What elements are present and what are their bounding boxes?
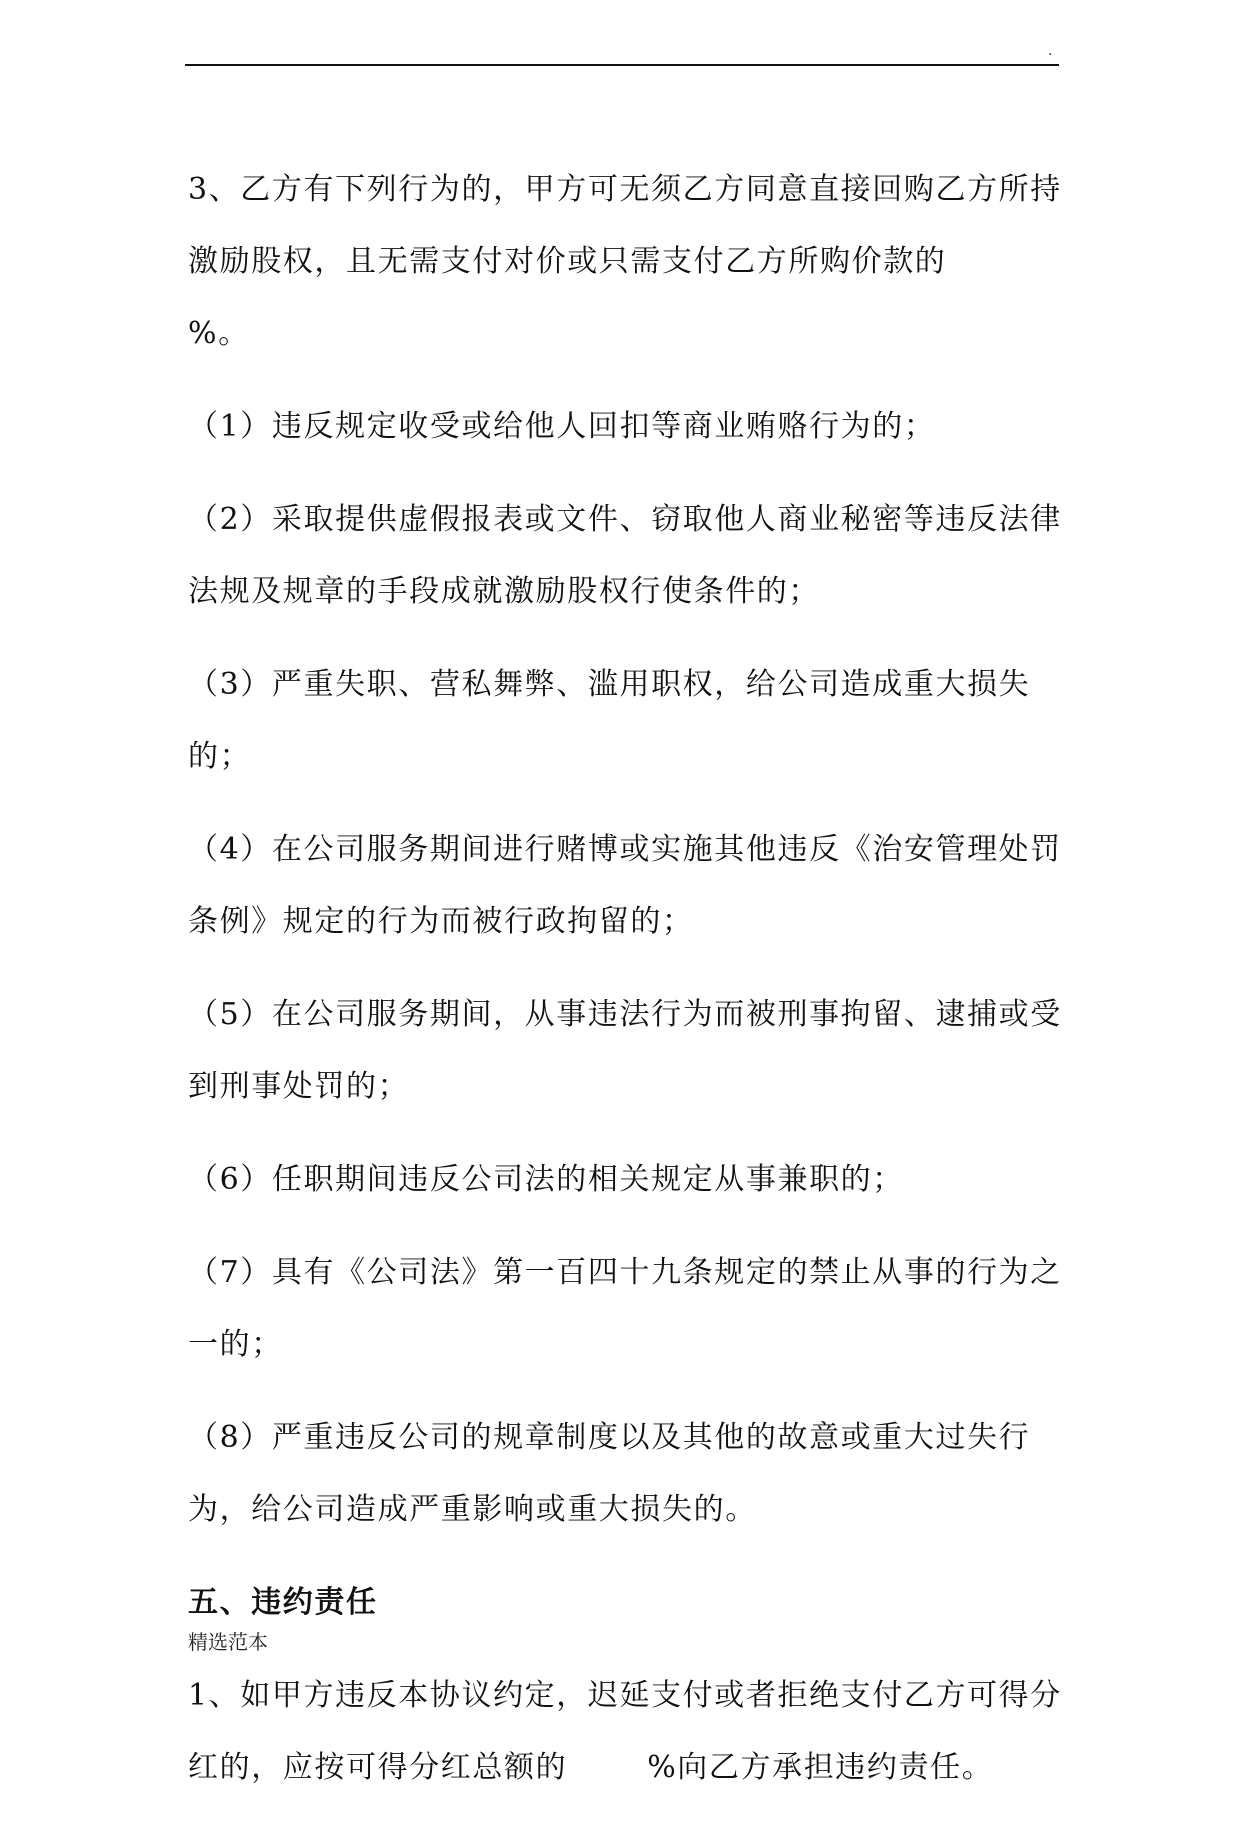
- paragraph-repurchase-percent: %。: [188, 316, 250, 351]
- list-item: （8）严重违反公司的规章制度以及其他的故意或重大过失行为，给公司造成严重影响或重大损失的。: [188, 1420, 1031, 1527]
- document-body: [188, 154, 1078, 1825]
- list-item: （2）采取提供虚假报表或文件、窃取他人商业秘密等违反法律法规及规章的手段成就激励股权行使条件的；: [188, 502, 1062, 609]
- section-heading: 五、违约责任: [188, 1585, 378, 1620]
- list-item: （6）任职期间违反公司法的相关规定从事兼职的；: [188, 1162, 904, 1197]
- paragraph-repurchase-text: 3、乙方有下列行为的，甲方可无须乙方同意直接回购乙方所持激励股权，且无需支付对价或只需支付乙方所购价款的: [188, 172, 1062, 279]
- footer-label: 精选范本: [188, 1630, 268, 1654]
- paragraph-liability-text: 1、如甲方违反本协议约定，迟延支付或者拒绝支付乙方可得分红的，应按可得分红总额的: [188, 1678, 1062, 1785]
- list-item: （5）在公司服务期间，从事违法行为而被刑事拘留、逮捕或受到刑事处罚的；: [188, 997, 1062, 1104]
- list-item: （7）具有《公司法》第一百四十九条规定的禁止从事的行为之一的；: [188, 1255, 1062, 1362]
- paragraph-liability-clause: [188, 1660, 1078, 1804]
- header-mark: .: [1048, 43, 1053, 59]
- header-rule: [185, 64, 1059, 66]
- list-item: （1）违反规定收受或给他人回扣等商业贿赂行为的；: [188, 409, 936, 444]
- paragraph-repurchase-clause: [188, 154, 1078, 370]
- list-item: （3）严重失职、营私舞弊、滥用职权，给公司造成重大损失的；: [188, 667, 1031, 774]
- list-item: （4）在公司服务期间进行赌博或实施其他违反《治安管理处罚条例》规定的行为而被行政拘留的；: [188, 832, 1062, 939]
- paragraph-liability-percent: %向乙方承担违约责任。: [647, 1750, 994, 1785]
